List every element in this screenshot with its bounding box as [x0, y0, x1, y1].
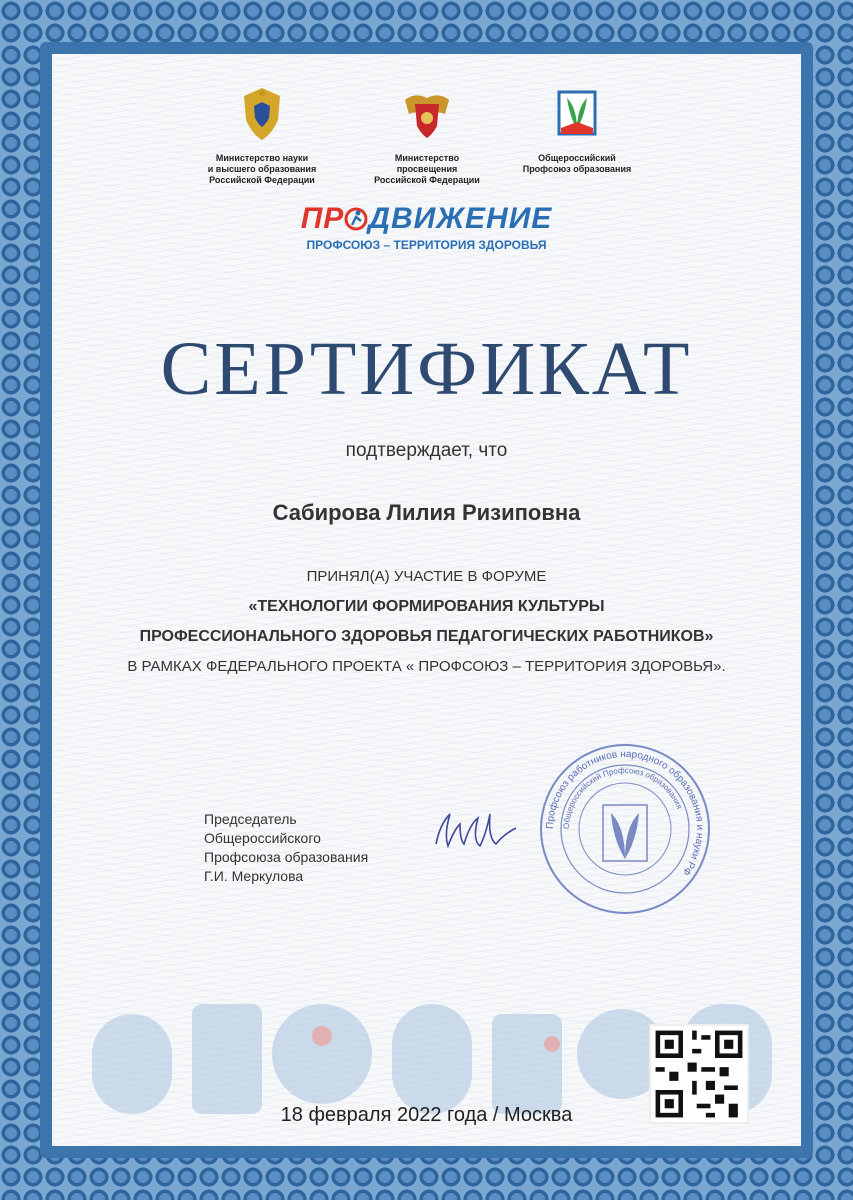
- forum-title-line: ПРОФЕССИОНАЛЬНОГО ЗДОРОВЬЯ ПЕДАГОГИЧЕСКИХ РАБОТНИКОВ»: [139, 628, 714, 645]
- logo-caption-line: Российской Федерации: [209, 175, 315, 185]
- logo-caption-line: Министерство: [394, 153, 460, 163]
- issue-date: 18 февраля 2022 года / Москва: [280, 1104, 573, 1126]
- signatory-line: Общероссийского: [204, 830, 321, 846]
- runner-icon: [344, 205, 368, 231]
- signatory-block: [204, 810, 368, 886]
- certificate-title: СЕРТИФИКАТ: [160, 327, 693, 411]
- logo-caption-line: Профсоюз образования: [522, 164, 632, 174]
- coat-of-arms-icon: [236, 84, 288, 142]
- certificate-body: [52, 562, 801, 682]
- logo-caption-line: Общероссийский: [538, 153, 616, 163]
- logo-union: [507, 84, 647, 175]
- body-line: В РАМКАХ ФЕДЕРАЛЬНОГО ПРОЕКТА « ПРОФСОЮЗ – ТЕРРИТОРИЯ ЗДОРОВЬЯ».: [127, 658, 726, 675]
- logos-row: [52, 84, 801, 204]
- logo-caption-line: Российской Федерации: [374, 175, 480, 185]
- logo-caption-line: и высшего образования: [207, 164, 317, 174]
- logo-caption-line: Министерство науки: [215, 153, 309, 163]
- union-logo-icon: [551, 84, 603, 142]
- recipient-name: Сабирова Лилия Ризиповна: [272, 500, 581, 525]
- logo-ministry-education: [357, 84, 497, 186]
- brand-logo: [52, 202, 801, 252]
- logo-ministry-science: [192, 84, 332, 186]
- signatory-line: Председатель: [204, 811, 297, 827]
- logo-caption-line: просвещения: [396, 164, 458, 174]
- ministry-emblem-icon: [401, 84, 453, 142]
- forum-title-line: «ТЕХНОЛОГИИ ФОРМИРОВАНИЯ КУЛЬТУРЫ: [248, 598, 605, 615]
- handwritten-signature: [430, 794, 520, 864]
- brand-subtitle: ПРОФСОЮЗ – ТЕРРИТОРИЯ ЗДОРОВЬЯ: [306, 238, 547, 252]
- brand-word-blue: ДВИЖЕНИЕ: [368, 202, 553, 235]
- signatory-line: Г.И. Меркулова: [204, 868, 304, 884]
- brand-word-red: ПР: [300, 202, 345, 235]
- official-stamp: [535, 739, 715, 919]
- stamp-inner-text: Общероссийский Профсоюз образования: [561, 765, 684, 830]
- signatory-line: Профсоюза образования: [204, 849, 369, 865]
- confirms-text: подтверждает, что: [345, 440, 508, 461]
- certificate-page: [52, 54, 801, 1146]
- body-line: ПРИНЯЛ(А) УЧАСТИЕ В ФОРУМЕ: [306, 568, 547, 585]
- stamp-outer-text: Профсоюз работников народного образования и науки РФ: [544, 748, 706, 878]
